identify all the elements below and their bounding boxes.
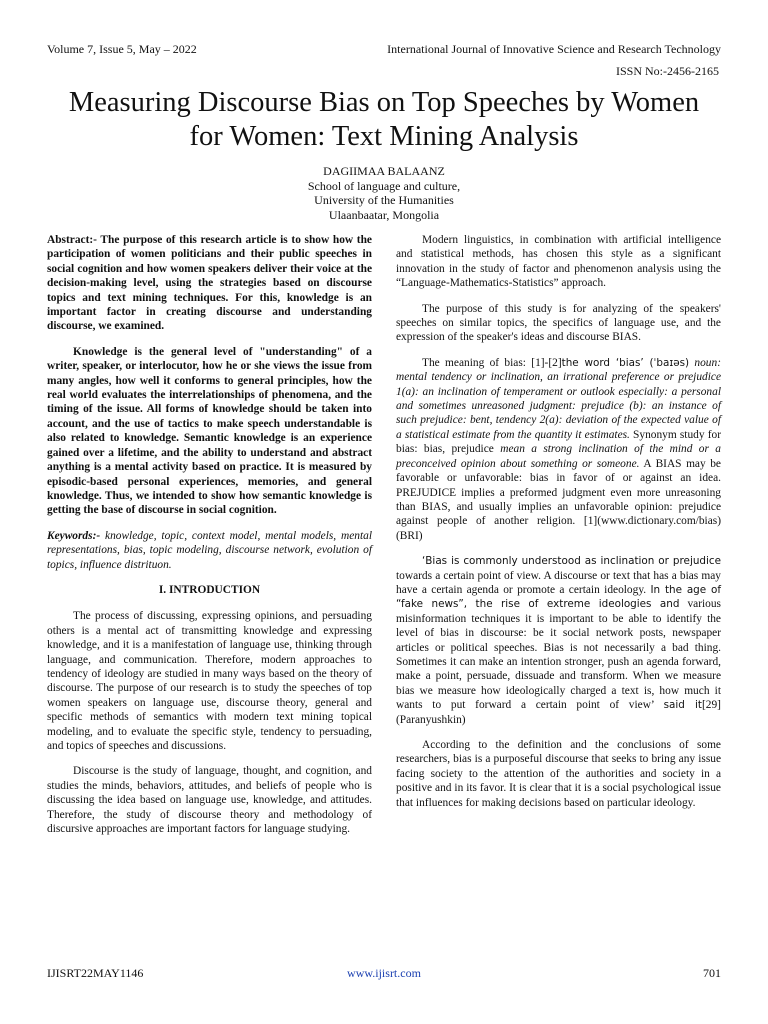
bias-quote-paragraph: ‘Bias is commonly understood as inclination or prejudice towards a certain point of view. A discourse or text that has a bias may have a certain agenda or promote a certain ideology. In the age of “fake news”, the rise of extreme ideologies and various misinformation techniques it is important to be able to identify the level of bias in discourse: be it social network posts, newspaper articles or political speeches. Bias is not necessarily a bad thing. Sometimes it can make an intention stronger, push an agenda forward, make a point, persuade, dissuade and transform. When we measure bias we measure how ideologically charged a text is, how much it wants to put forward a certain point of view’ said it[29](Paranyushkin)	[396, 555, 721, 726]
author-name: DAGIIMAA BALAANZ	[323, 164, 445, 178]
keywords	[47, 529, 372, 572]
right-column	[396, 233, 721, 821]
keywords-text: knowledge, topic, context model, mental models, mental representations, bias, topic modeling, discourse network, evolution of topics, influence distrituon.	[47, 529, 372, 571]
keywords-label: Keywords:-	[47, 529, 101, 542]
section-heading-introduction: I. INTRODUCTION	[158, 583, 261, 596]
body-paragraph-2: The purpose of this study is for analyzing of the speakers' speeches on similar topics, the specifics of language use, and the expression of the speaker's ideas and discourse BIAS.	[396, 302, 721, 344]
volume-issue: Volume 7, Issue 5, May – 2022	[47, 42, 197, 56]
author-affiliation-school: School of language and culture,	[307, 178, 461, 193]
abstract-paragraph	[47, 233, 372, 334]
journal-url-link[interactable]: www.ijisrt.com	[347, 966, 421, 980]
author-block	[0, 164, 768, 222]
paper-title: Measuring Discourse Bias on Top Speeches by Women for Women: Text Mining Analysis	[68, 87, 700, 152]
introduction-paragraph-1: The process of discussing, expressing opinions, and persuading others is a mental act of transmitting knowledge and expressing knowledge, and it is a manifestation of language use, thinking through language, and communication. Therefore, modern approaches to tendency of ideology are studied in many ways based on the theory of discourse. The purpose of our research is to study the speeches of top women speakers on language use, discourse theory, general and specific methods of semantics with modern text mining topical modeling, and to evaluate the specific style, tendency to persuading, and topics of speeches and discussions.	[47, 610, 372, 752]
abstract-paragraph-2: Knowledge is the general level of "understanding" of a writer, speaker, or interlocutor, how he or she views the issue from many angles, how well it conforms to general principles, how the real world evaluates the interrelationships of phenomena, and the timing of the issue. All forms of knowledge should be taken into account, and the use of tactics to make speech understandable is also related to knowledge. Semantic knowledge is an experience gained over a lifetime, and the ability to understand and abstract anything is a mental activity based on practice. It is measured by episodic-based personal experiences, memories, and general knowledge. Thus, we intended to show how semantic knowledge is getting the base of discourse in social cognition.	[47, 345, 372, 517]
left-column	[47, 233, 372, 847]
body-paragraph-5: According to the definition and the conclusions of some researchers, bias is a purposeful discourse that seeks to bring any issue facing society to the attention of the authorities and society in a positive and in its favor. It is clear that it is a social psychological issue that influences for making decisions based on particular ideology.	[396, 739, 721, 809]
article-code: IJISRT22MAY1146	[47, 966, 144, 980]
bias-definition-paragraph: The meaning of bias: [1]-[2]the word ‘bias’ (ˈbaɪəs) noun: mental tendency or inclination, an irrational preference or prejudice 1(a): an inclination of temperament or outlook especially: a personal and sometimes unreasoned judgment: prejudice (b): an instance of such prejudice: bent, tendency 2(a): deviation of the expected value of a statistical estimate from the quantity it estimates. Synonym study for bias: bias, prejudice mean a strong inclination of the mind or a preconceived opinion about something or someone. A BIAS may be favorable or unfavorable: bias in favor of or against an idea. PREJUDICE implies a preformed judgment even more unreasoning than BIAS, and usually implies an unfavorable opinion: prejudice against people of another religion. [1](www.dictionary.com/bias) (BRI)	[396, 356, 722, 542]
author-location: Ulaanbaatar, Mongolia	[328, 207, 440, 222]
journal-name: International Journal of Innovative Science and Research Technology	[387, 42, 721, 56]
introduction-paragraph-2: Discourse is the study of language, thought, and cognition, and studies the minds, behaviors, attitudes, and beliefs of people who is discussing the idea based on language use, knowledge, and attitudes. Therefore, the study of discourse theory and methodology of discursive approaches are important factors for language studying.	[47, 765, 372, 836]
body-paragraph-1: Modern linguistics, in combination with artificial intelligence and statistical methods, has chosen this style as a significant innovation in the study of factor and phenomenon analysis using the “Language-Mathematics-Statistics” approach.	[396, 234, 721, 290]
author-affiliation-university: University of the Humanities	[314, 193, 454, 207]
abstract-label: Abstract:-	[47, 234, 97, 246]
issn: ISSN No:-2456-2165	[615, 64, 719, 78]
abstract-text: The purpose of this research article is to show how the participation of women politicians and their public speeches in social cognition and how women speakers deliver their voice at the decision-making level, using the strategies based on discourse topics and text mining techniques. For this, knowledge is an important factor in creating discourse and understanding discourse, we examined.	[47, 234, 372, 333]
page-number: 701	[703, 966, 721, 980]
